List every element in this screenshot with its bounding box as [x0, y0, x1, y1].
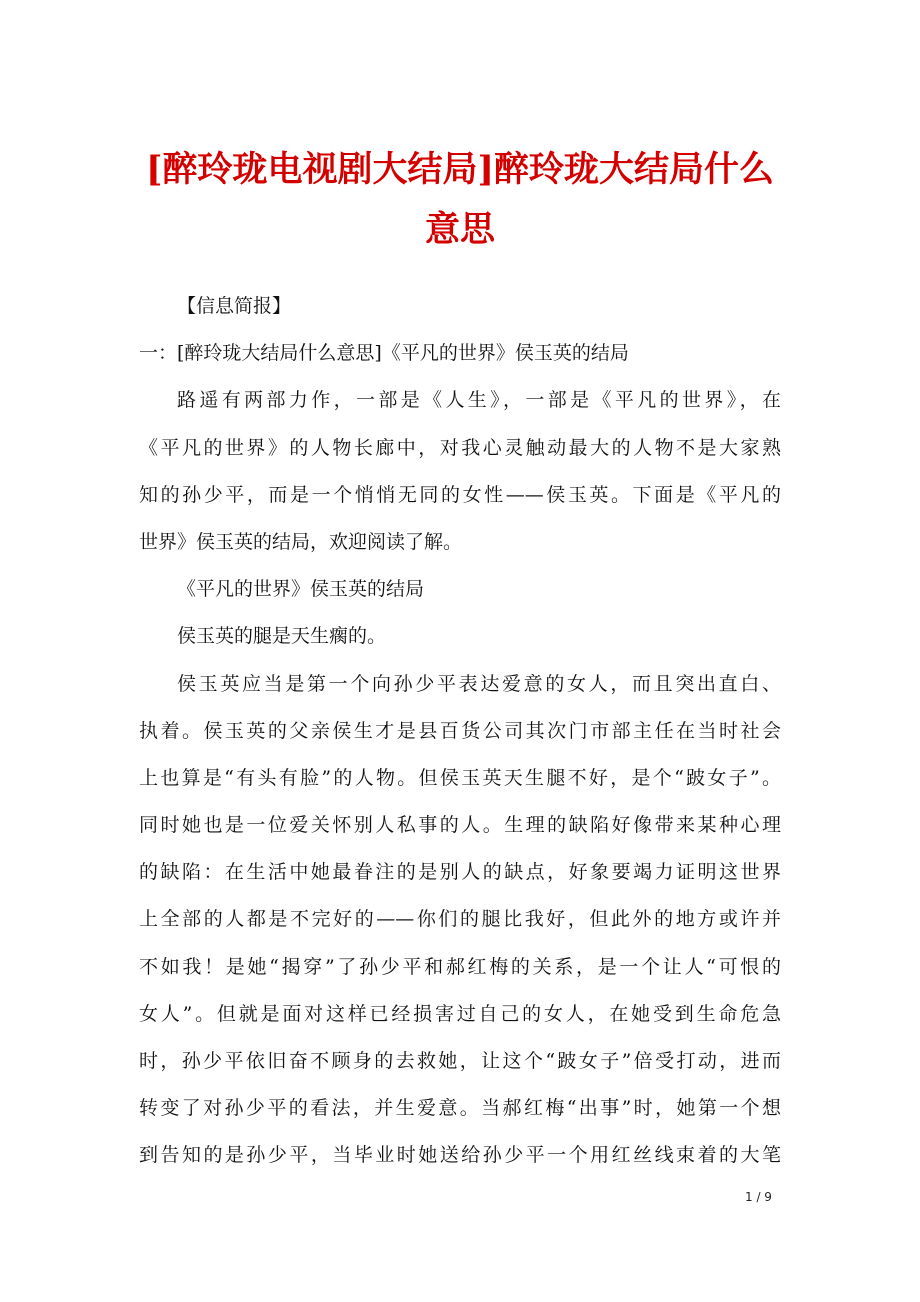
- paragraph-line: 执着。侯玉英的父亲侯生才是县百货公司其次门市部主任在当时社会: [139, 719, 781, 742]
- paragraph-line: 的缺陷：在生活中她最眷注的是别人的缺点，好象要竭力证明这世界: [139, 861, 781, 884]
- paragraph-line: 不如我！是她“揭穿”了孙少平和郝红梅的关系，是一个让人“可恨的: [139, 955, 781, 978]
- paragraph-line: 时，孙少平依旧奋不顾身的去救她，让这个“跛女子”倍受打动，进而: [139, 1050, 781, 1072]
- document-body: [139, 283, 781, 1180]
- paragraph-line: 同时她也是一位爱关怀别人私事的人。生理的缺陷好像带来某种心理: [139, 814, 781, 837]
- title-line-2: 意思: [424, 209, 495, 250]
- document-title: [120, 140, 800, 260]
- section-heading: 【信息简报】: [177, 295, 292, 317]
- title-line-1: [醉玲珑电视剧大结局]醉玲珑大结局什么: [145, 149, 775, 190]
- paragraph-line: 到告知的是孙少平，当毕业时她送给孙少平一个用红丝线束着的大笔: [139, 1144, 781, 1167]
- paragraph-line: 上全部的人都是不完好的——你们的腿比我好，但此外的地方或许并: [139, 908, 781, 931]
- paragraph-line: 《平凡的世界》的人物长廊中，对我心灵触动最大的人物不是大家熟: [139, 436, 781, 459]
- paragraph-line: 上也算是“有头有脸”的人物。但侯玉英天生腿不好，是个“跛女子”。: [139, 766, 781, 789]
- paragraph-line: 知的孙少平，而是一个悄悄无同的女性——侯玉英。下面是《平凡的: [139, 483, 781, 506]
- paragraph-line: 转变了对孙少平的看法，并生爱意。当郝红梅“出事”时，她第一个想: [139, 1097, 781, 1120]
- paragraph-line: 《平凡的世界》侯玉英的结局: [177, 578, 425, 601]
- paragraph-line: 女人”。但就是面对这样已经损害过自己的女人，在她受到生命危急: [139, 1002, 781, 1025]
- page-number: 1 / 9: [745, 1190, 772, 1204]
- subsection-heading: 一：[醉玲珑大结局什么意思]《平凡的世界》侯玉英的结局: [139, 342, 629, 365]
- paragraph-line: 路遥有两部力作，一部是《人生》，一部是《平凡的世界》，在: [177, 389, 781, 412]
- paragraph-line: 世界》侯玉英的结局，欢迎阅读了解。: [139, 530, 463, 553]
- paragraph-line: 侯玉英应当是第一个向孙少平表达爱意的女人，而且突出直白、: [177, 672, 781, 695]
- paragraph-line: 侯玉英的腿是天生瘸的。: [177, 625, 387, 648]
